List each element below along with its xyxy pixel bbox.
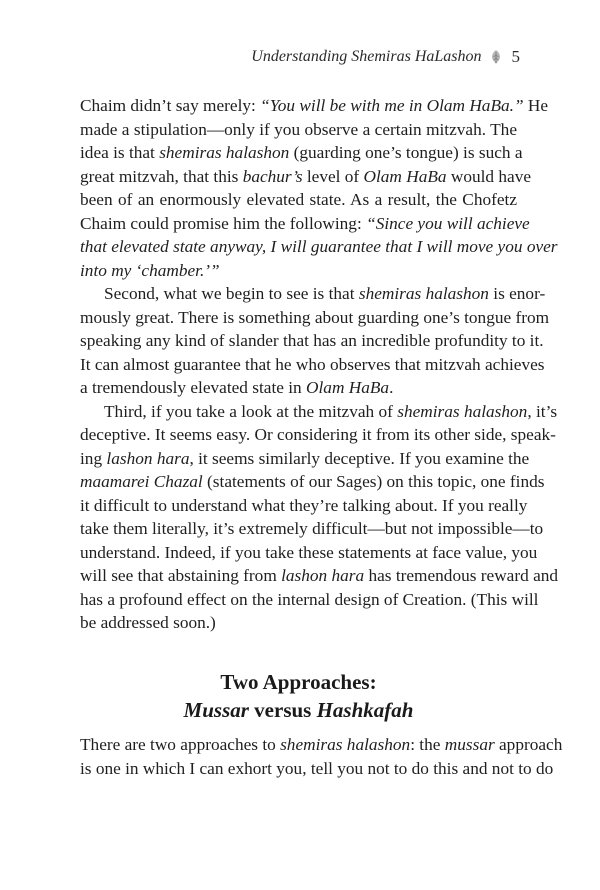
text-line	[80, 259, 517, 283]
text-run: Chaim could promise him the following:	[80, 213, 367, 233]
body-text	[80, 94, 559, 635]
italic-text: Hashkafah	[316, 698, 414, 722]
text-run: Second, what we begin to see is that	[104, 284, 359, 303]
section-heading-line-2	[80, 696, 517, 724]
section-heading-line-1: Two Approaches:	[220, 670, 377, 694]
text-run: versus	[248, 698, 317, 722]
text-run: is enor-	[488, 284, 546, 303]
italic-text: that elevated state anyway, I will guarantee that I will move you over	[80, 237, 558, 256]
text-line	[80, 564, 559, 588]
text-run: It can almost guarantee that he who observes that mitzvah achieves	[80, 354, 545, 374]
italic-text: shemiras halashon	[280, 735, 411, 754]
italic-text: lashon hara	[281, 566, 365, 585]
text-run: There are two approaches to	[80, 735, 281, 754]
text-run: idea is that	[80, 143, 160, 162]
italic-text: Olam HaBa	[306, 378, 390, 397]
text-run: would have	[446, 166, 532, 186]
text-line	[80, 541, 538, 565]
italic-text: shemiras halashon	[397, 401, 528, 421]
text-run: a tremendously elevated state in	[80, 378, 307, 397]
text-line	[80, 611, 517, 635]
text-run: Chaim didn’t say merely:	[80, 96, 261, 115]
text-run: is one in which I can exhort you, tell you not to do this and not to do	[80, 758, 554, 778]
italic-text: Olam HaBa	[363, 166, 447, 186]
text-run: (statements of our Sages) on this topic, one finds	[202, 472, 545, 491]
text-line	[80, 353, 545, 377]
italic-text: shemiras halashon	[358, 284, 489, 303]
text-run: made a stipulation—only if you observe a certain mitzvah. The	[80, 119, 517, 139]
italic-text: “You will be with me in Olam HaBa.”	[260, 96, 524, 115]
text-run: speaking any kind of slander that has an incredible profundity to it.	[80, 331, 544, 350]
text-run: (guarding one’s tongue) is such a	[289, 143, 523, 162]
text-run: will see that abstaining from	[80, 566, 282, 585]
italic-text: bachur’s	[242, 166, 303, 186]
text-line	[80, 141, 523, 165]
text-run: be addressed soon.)	[80, 613, 216, 632]
text-line	[80, 282, 546, 306]
italic-text: maamarei Chazal	[80, 472, 203, 491]
running-head	[251, 47, 520, 67]
text-line	[80, 306, 550, 330]
text-run: take them literally, it’s extremely difficult—but not impossible—to	[80, 519, 544, 538]
text-run: mously great. There is something about guarding one’s tongue from	[80, 307, 550, 327]
text-line	[80, 165, 532, 189]
text-line	[80, 517, 544, 541]
text-run: understand. Indeed, if you take these statements at face value, you	[80, 542, 538, 562]
text-line	[80, 447, 530, 471]
italic-text: Mussar	[183, 698, 249, 722]
text-run: approach	[494, 735, 563, 754]
text-run: has a profound effect on the internal design of Creation. (This will	[80, 589, 539, 609]
text-line	[80, 400, 558, 424]
text-line	[80, 470, 545, 494]
body-text-continued	[80, 733, 563, 780]
text-line	[80, 212, 530, 236]
text-run: level of	[302, 166, 364, 186]
text-run: .	[389, 378, 394, 397]
text-run: has tremendous reward and	[364, 566, 559, 585]
text-line	[80, 235, 558, 259]
text-line	[80, 733, 563, 757]
text-line	[80, 376, 517, 400]
text-line	[80, 423, 556, 447]
italic-text: “Since you will achieve	[366, 213, 530, 233]
italic-text: into my ‘chamber.’”	[80, 260, 220, 280]
text-line	[80, 588, 539, 612]
italic-text: mussar	[444, 735, 495, 754]
text-run: : the	[410, 735, 445, 754]
text-line	[80, 494, 528, 518]
running-head-title: Understanding Shemiras HaLashon	[251, 48, 482, 65]
text-run: , it seems similarly deceptive. If you examine the	[189, 448, 530, 468]
text-run: He	[523, 96, 549, 115]
text-run: Third, if you take a look at the mitzvah of	[104, 401, 398, 421]
italic-text: lashon hara	[106, 448, 190, 468]
text-run: been of an enormously elevated state. As a result, the Chofetz	[80, 190, 517, 209]
text-line	[80, 329, 544, 353]
text-line	[80, 188, 517, 212]
text-run: , it’s	[527, 401, 558, 421]
text-run: great mitzvah, that this	[80, 166, 243, 186]
text-run: deceptive. It seems easy. Or considering it from its other side, speak-	[80, 425, 556, 444]
italic-text: shemiras halashon	[159, 143, 290, 162]
text-line	[80, 94, 549, 118]
text-line	[80, 118, 517, 142]
text-line	[80, 757, 554, 781]
text-run: ing	[80, 448, 107, 468]
text-run: it difficult to understand what they’re talking about. If you really	[80, 495, 528, 515]
leaf-ornament-icon	[490, 49, 502, 65]
page-number: 5	[511, 47, 520, 66]
